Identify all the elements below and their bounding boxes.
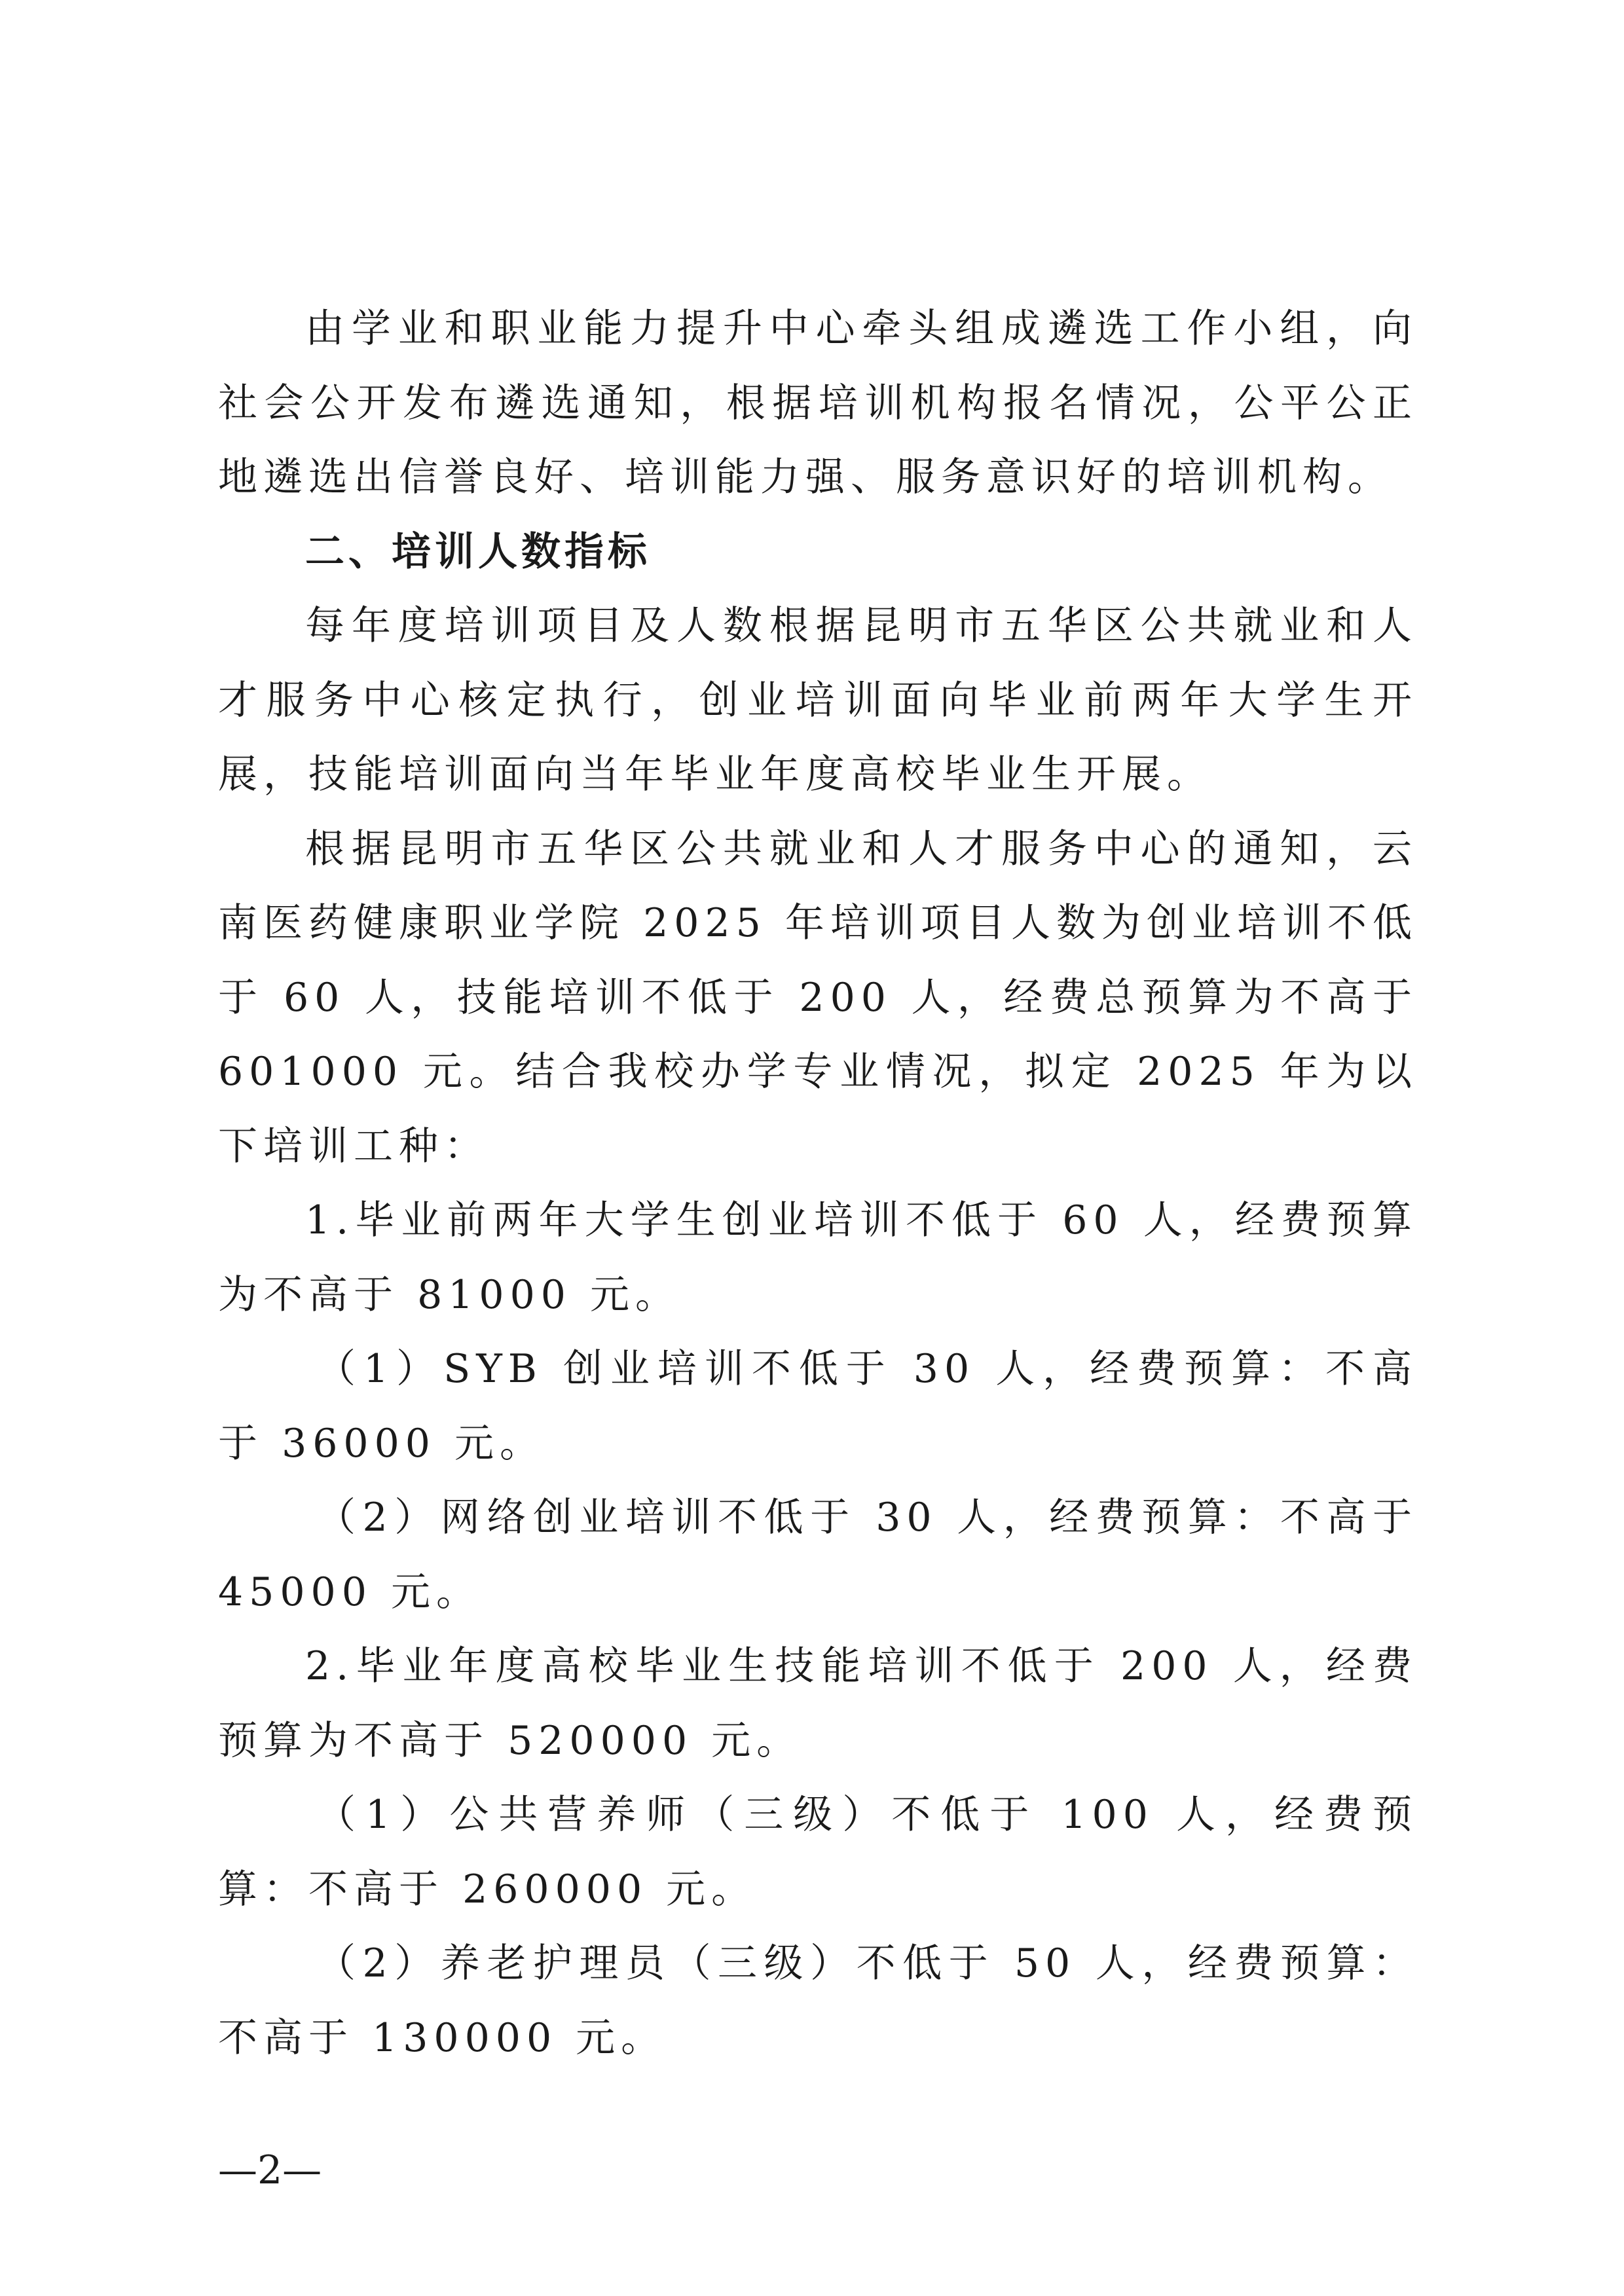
paragraph-elderly-caregiver: （2）养老护理员（三级）不低于 50 人，经费预算：不高于 130000 元。 xyxy=(218,1941,1418,2061)
paragraph-skills-training: 2.毕业年度高校毕业生技能培训不低于 200 人，经费预算为不高于 520000 元。 xyxy=(218,1643,1418,1764)
paragraph-syb-training: （1）SYB 创业培训不低于 30 人，经费预算：不高于 36000 元。 xyxy=(218,1346,1418,1467)
document-body xyxy=(218,292,1418,2075)
paragraph-nutritionist: （1）公共营养师（三级）不低于 100 人，经费预算：不高于 260000 元。 xyxy=(218,1792,1418,1912)
page-number: —2— xyxy=(218,2147,322,2193)
paragraph-annual-projects: 每年度培训项目及人数根据昆明市五华区公共就业和人才服务中心核定执行，创业培训面向毕业前两年大学生开展，技能培训面向当年毕业年度高校毕业生开展。 xyxy=(218,603,1418,797)
paragraph-selection-process: 由学业和职业能力提升中心牵头组成遴选工作小组，向社会公开发布遴选通知，根据培训机构报名情况，公平公正地遴选出信誉良好、培训能力强、服务意识好的培训机构。 xyxy=(218,306,1418,500)
paragraph-2025-quota: 根据昆明市五华区公共就业和人才服务中心的通知，云南医药健康职业学院 2025 年培训项目人数为创业培训不低于 60 人，技能培训不低于 200 人，经费总预算为不高于 601000 元。结合我校办学专业情况，拟定 2025 年为以下培训工种： xyxy=(218,826,1418,1169)
section-heading-training-quota: 二、培训人数指标 xyxy=(305,528,651,575)
paragraph-online-entrepreneurship: （2）网络创业培训不低于 30 人，经费预算：不高于 45000 元。 xyxy=(218,1495,1418,1615)
paragraph-entrepreneurship-training: 1.毕业前两年大学生创业培训不低于 60 人，经费预算为不高于 81000 元。 xyxy=(218,1197,1418,1318)
